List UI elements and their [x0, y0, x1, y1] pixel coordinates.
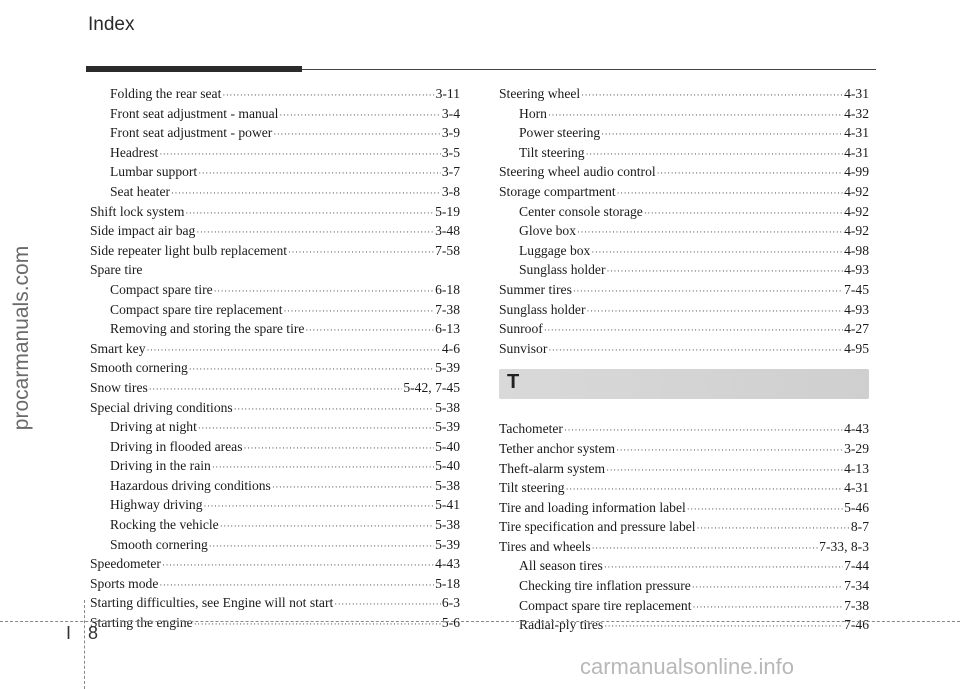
- index-entry-page: 5-38: [435, 399, 460, 415]
- index-entry: [499, 537, 869, 557]
- index-entry-label: Removing and storing the spare tire: [110, 321, 305, 337]
- leader-dots: [573, 282, 843, 302]
- index-entry-label: Highway driving: [110, 497, 203, 513]
- side-watermark: procarmanuals.com: [10, 245, 33, 431]
- index-entry-label: Checking tire inflation pressure: [519, 578, 691, 594]
- index-entry: [90, 495, 460, 515]
- index-column-right: [499, 84, 869, 635]
- index-entry-page: 7-33, 8-3: [819, 538, 869, 554]
- index-entry-page: 4-13: [844, 460, 869, 476]
- leader-dots: [283, 302, 434, 322]
- index-entry: [90, 358, 460, 378]
- index-entry-label: Spare tire: [90, 262, 143, 278]
- index-entry-label: Smooth cornering: [90, 360, 188, 376]
- index-entry-page: 3-8: [441, 183, 460, 199]
- index-entry-page: 4-43: [435, 556, 460, 572]
- leader-dots: [194, 615, 441, 635]
- index-entry-label: Starting the engine: [90, 615, 193, 631]
- index-entry: [90, 182, 460, 202]
- index-entry-page: 5-39: [435, 419, 460, 435]
- index-entry-label: Folding the rear seat: [110, 86, 222, 101]
- index-entry-page: 4-43: [844, 421, 869, 437]
- index-entry: [90, 319, 460, 339]
- index-entry-page: 4-31: [844, 86, 869, 101]
- leader-dots: [687, 500, 843, 520]
- index-entry: [499, 241, 869, 261]
- index-entry-label: Power steering: [519, 125, 601, 141]
- index-entry-page: 4-95: [844, 340, 869, 356]
- leader-dots: [209, 537, 434, 557]
- index-entry-label: Special driving conditions: [90, 399, 233, 415]
- index-entry-page: 5-39: [435, 536, 460, 552]
- index-entry-label: Starting difficulties, see Engine will not start: [90, 595, 334, 611]
- index-entry: [499, 339, 869, 359]
- index-entry: [499, 556, 869, 576]
- index-entry-label: Tires and wheels: [499, 538, 591, 554]
- index-entry-page: 4-92: [844, 223, 869, 239]
- index-entry-label: Radial-ply tires: [519, 617, 604, 633]
- index-entry: [90, 162, 460, 182]
- index-entry: [90, 535, 460, 555]
- leader-dots: [617, 184, 843, 204]
- index-entry-page: 5-46: [844, 499, 869, 515]
- index-entry: [90, 574, 460, 594]
- index-entry-page: 4-32: [844, 105, 869, 121]
- index-entry: [499, 498, 869, 518]
- index-entry: [90, 593, 460, 613]
- index-entry-page: 3-29: [844, 440, 869, 456]
- index-entry-label: Rocking the vehicle: [110, 517, 219, 533]
- index-entry-label: Seat heater: [110, 183, 171, 199]
- index-entry-label: Tachometer: [499, 421, 563, 437]
- index-entry-label: Luggage box: [519, 242, 591, 258]
- index-entry-page: 5-40: [435, 458, 460, 474]
- index-entry: [499, 221, 869, 241]
- leader-dots: [592, 539, 819, 559]
- leader-dots: [657, 164, 843, 184]
- index-entry-label: Shift lock system: [90, 203, 185, 219]
- index-entry-page: 3-11: [435, 86, 460, 101]
- leader-dots: [204, 497, 435, 517]
- index-entry-label: Glove box: [519, 223, 577, 239]
- leader-dots: [198, 164, 441, 184]
- index-entry: [90, 143, 460, 163]
- index-entry: [90, 300, 460, 320]
- index-entry-page: 7-44: [844, 558, 869, 574]
- index-entry: [499, 280, 869, 300]
- index-entry: [499, 419, 869, 439]
- index-entry-label: Snow tires: [90, 379, 148, 395]
- index-entry-page: 4-99: [844, 164, 869, 180]
- index-entry-label: Compact spare tire: [110, 281, 213, 297]
- footer-section: I: [66, 623, 72, 643]
- index-entry-label: Horn: [519, 105, 547, 121]
- bottom-watermark: carmanualsonline.info: [580, 654, 795, 679]
- leader-dots: [220, 517, 434, 537]
- index-entry: [499, 182, 869, 202]
- leader-dots: [234, 400, 434, 420]
- index-entry-label: Tilt steering: [499, 480, 565, 496]
- footer-divider: [0, 621, 960, 622]
- index-entry-page: 4-92: [844, 183, 869, 199]
- index-entry-page: 3-9: [441, 125, 460, 141]
- leader-dots: [273, 125, 441, 145]
- index-entry: [499, 459, 869, 479]
- index-entry: [499, 300, 869, 320]
- leader-dots: [185, 204, 434, 224]
- index-entry-page: 5-38: [435, 517, 460, 533]
- index-entry-label: Steering wheel audio control: [499, 164, 656, 180]
- index-entry-label: Front seat adjustment - power: [110, 125, 273, 141]
- index-entry-page: 8-7: [850, 519, 869, 535]
- index-entry-page: 5-38: [435, 477, 460, 493]
- index-entry-label: Speedometer: [90, 556, 161, 572]
- section-letter-bar: [499, 369, 869, 399]
- index-entry: [499, 84, 869, 104]
- leader-dots: [581, 86, 843, 106]
- leader-dots: [305, 321, 434, 341]
- leader-dots: [692, 598, 843, 618]
- index-entry-label: Driving in flooded areas: [110, 438, 243, 454]
- footer-page-number: 8: [88, 623, 99, 643]
- leader-dots: [601, 125, 843, 145]
- leader-dots: [548, 341, 843, 361]
- header-rule-thin: [302, 69, 876, 70]
- index-entry: [90, 456, 460, 476]
- index-entry-label: Theft-alarm system: [499, 460, 606, 476]
- index-entry-label: Smart key: [90, 340, 146, 356]
- leader-dots: [606, 262, 843, 282]
- footer-vertical-divider: [84, 600, 85, 689]
- index-entry-label: Sunglass holder: [519, 262, 606, 278]
- leader-dots: [692, 578, 843, 598]
- leader-dots: [189, 360, 434, 380]
- index-entry-label: Compact spare tire replacement: [110, 301, 283, 317]
- index-entry: [499, 123, 869, 143]
- index-entry-label: Center console storage: [519, 203, 643, 219]
- index-entry-page: 5-39: [435, 360, 460, 376]
- index-entry-label: Headrest: [110, 144, 159, 160]
- index-entry-label: Side impact air bag: [90, 223, 196, 239]
- index-group-s: [499, 84, 869, 358]
- index-entry-page: 3-48: [435, 223, 460, 239]
- index-entry: [90, 476, 460, 496]
- header-rule-thick: [86, 66, 302, 72]
- index-entry-page: 4-93: [844, 301, 869, 317]
- index-entry: [90, 378, 460, 398]
- index-entry-page: 7-45: [844, 281, 869, 297]
- index-entry-page: 5-40: [435, 438, 460, 454]
- index-entry-label: Smooth cornering: [110, 536, 208, 552]
- index-entry-label: Compact spare tire replacement: [519, 597, 692, 613]
- index-entry-page: 3-5: [441, 144, 460, 160]
- leader-dots: [591, 243, 843, 263]
- index-entry: [90, 515, 460, 535]
- leader-dots: [162, 556, 434, 576]
- index-entry-page: 5-42, 7-45: [403, 379, 460, 395]
- index-entry-label: Steering wheel: [499, 86, 581, 101]
- leader-dots: [586, 302, 843, 322]
- index-entry: [90, 123, 460, 143]
- leader-dots: [159, 145, 441, 165]
- leader-dots: [616, 441, 843, 461]
- leader-dots: [644, 204, 843, 224]
- leader-dots: [606, 461, 843, 481]
- index-entry-page: 7-34: [844, 578, 869, 594]
- index-entry-label: Tether anchor system: [499, 440, 616, 456]
- index-entry-label: Driving in the rain: [110, 458, 211, 474]
- index-entry-label: Tire specification and pressure label: [499, 519, 696, 535]
- index-entry: [499, 517, 869, 537]
- index-entry-label: All season tires: [519, 558, 603, 574]
- index-entry: [499, 260, 869, 280]
- index-entry: [90, 241, 460, 261]
- index-entry-page: 5-19: [435, 203, 460, 219]
- index-entry: [90, 104, 460, 124]
- index-entry: [499, 143, 869, 163]
- leader-dots: [288, 243, 434, 263]
- index-entry-label: Sunroof: [499, 321, 543, 337]
- index-entry-page: 4-98: [844, 242, 869, 258]
- index-entry: [499, 596, 869, 616]
- index-entry-page: 4-6: [441, 340, 460, 356]
- index-entry-label: Sports mode: [90, 575, 159, 591]
- index-entry-page: 4-31: [844, 125, 869, 141]
- index-entry-label: Sunglass holder: [499, 301, 586, 317]
- leader-dots: [171, 184, 441, 204]
- index-entry: [90, 417, 460, 437]
- index-entry-label: Hazardous driving conditions: [110, 477, 271, 493]
- section-letter: T: [507, 371, 520, 394]
- index-entry: [90, 84, 460, 104]
- index-entry-page: 5-41: [435, 497, 460, 513]
- index-entry-page: 7-38: [844, 597, 869, 613]
- index-entry: [499, 576, 869, 596]
- index-entry-page: 4-31: [844, 480, 869, 496]
- leader-dots: [147, 341, 441, 361]
- index-entry-page: 4-31: [844, 144, 869, 160]
- index-entry-page: 5-18: [435, 575, 460, 591]
- index-entry: [90, 339, 460, 359]
- index-entry: [90, 260, 460, 280]
- index-entry-page: 7-46: [844, 617, 869, 633]
- index-entry-label: Driving at night: [110, 419, 197, 435]
- index-entry-page: 7-58: [435, 242, 460, 258]
- index-entry: [90, 221, 460, 241]
- index-entry-label: Tire and loading information label: [499, 499, 686, 515]
- index-entry-page: 3-7: [441, 164, 460, 180]
- leader-dots: [272, 478, 434, 498]
- index-entry-label: Sunvisor: [499, 340, 548, 356]
- index-entry: [499, 162, 869, 182]
- index-entry: [90, 613, 460, 633]
- index-group-t: [499, 419, 869, 635]
- index-entry-label: Storage compartment: [499, 183, 616, 199]
- index-entry: [90, 398, 460, 418]
- leader-dots: [577, 223, 843, 243]
- index-entry-page: 6-13: [435, 321, 460, 337]
- index-entry-label: Summer tires: [499, 281, 572, 297]
- index-entry: [499, 319, 869, 339]
- index-entry-page: 4-92: [844, 203, 869, 219]
- index-entry-page: 4-27: [844, 321, 869, 337]
- index-entry: [90, 437, 460, 457]
- index-entry-page: 7-38: [435, 301, 460, 317]
- index-entry-page: 6-18: [435, 281, 460, 297]
- index-entry-page: 5-6: [441, 615, 460, 631]
- index-entry-label: Front seat adjustment - manual: [110, 105, 279, 121]
- leader-dots: [334, 595, 441, 615]
- index-entry-label: Lumbar support: [110, 164, 198, 180]
- page-title: Index: [88, 14, 135, 35]
- index-entry: [499, 478, 869, 498]
- index-entry-label: Tilt steering: [519, 144, 585, 160]
- index-entry-page: 4-93: [844, 262, 869, 278]
- index-column-left: [90, 84, 460, 633]
- leader-dots: [244, 439, 435, 459]
- leader-dots: [279, 106, 440, 126]
- index-entry: [499, 202, 869, 222]
- index-entry: [90, 202, 460, 222]
- index-entry: [499, 104, 869, 124]
- index-entry: [90, 554, 460, 574]
- index-entry: [499, 439, 869, 459]
- index-entry-label: Side repeater light bulb replacement: [90, 242, 288, 258]
- index-entry-page: 6-3: [441, 595, 460, 611]
- index-entry-page: 3-4: [441, 105, 460, 121]
- leader-dots: [544, 321, 843, 341]
- index-entry: [90, 280, 460, 300]
- index-entry: [499, 615, 869, 635]
